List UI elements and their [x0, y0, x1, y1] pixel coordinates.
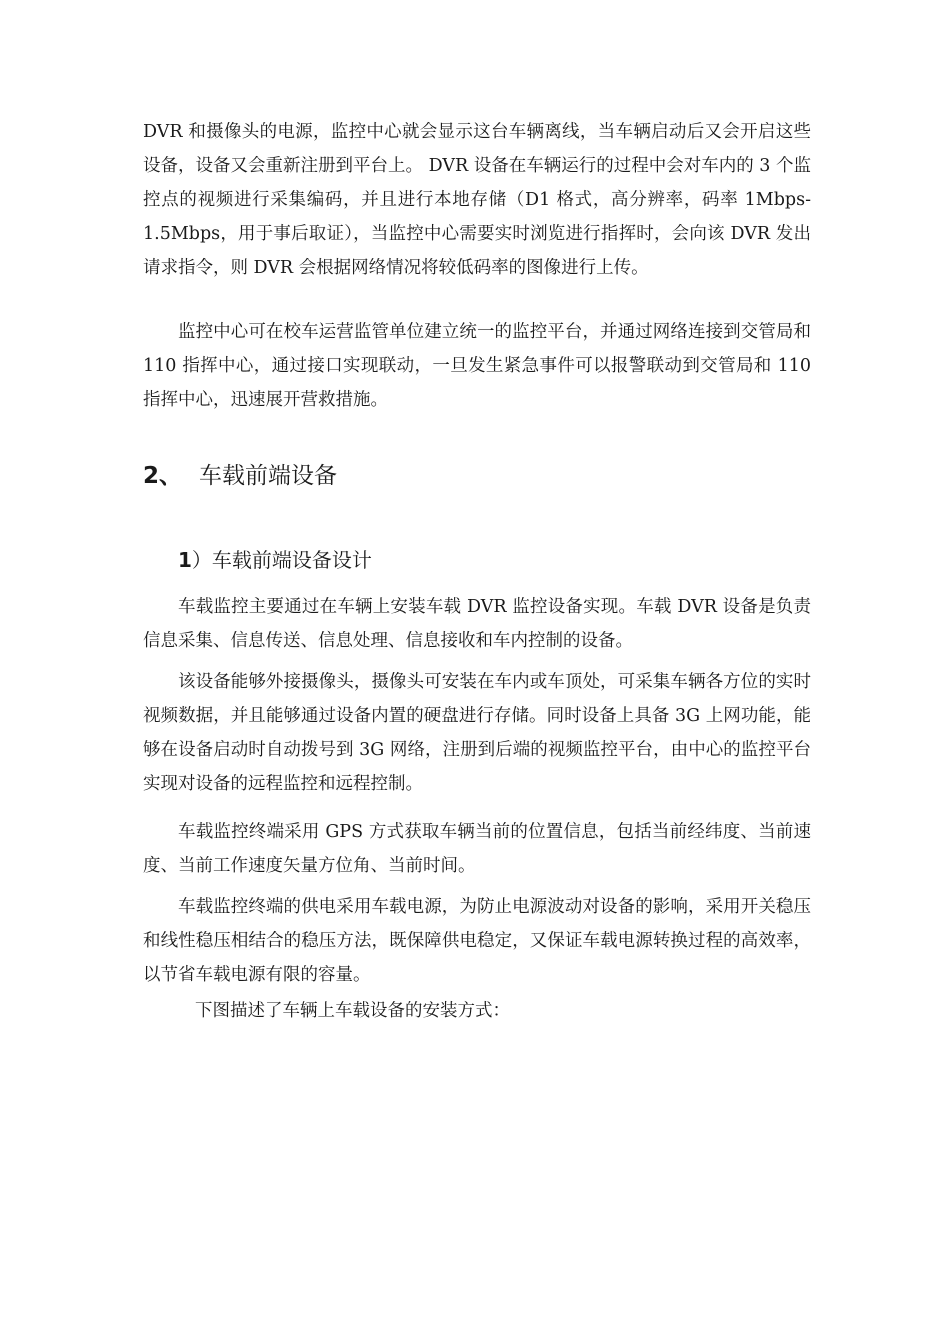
paragraph-vehicle-monitoring: 车载监控主要通过在车辆上安装车载 DVR 监控设备实现。车载 DVR 设备是负责信息采集、信息传送、信息处理、信息接收和车内控制的设备。: [143, 597, 811, 651]
paragraph-gps: 车载监控终端采用 GPS 方式获取车辆当前的位置信息，包括当前经纬度、当前速度、当前工作速度矢量方位角、当前时间。: [143, 822, 811, 876]
subsection-heading: [178, 543, 372, 577]
section-number: 2、: [143, 463, 183, 489]
paragraph-camera-device: 该设备能够外接摄像头，摄像头可安装在车内或车顶处，可采集车辆各方位的实时视频数据，并且能够通过设备内置的硬盘进行存储。同时设备上具备 3G 上网功能，能够在设备启动时自动拨号到 3G 网络，注册到后端的视频监控平台，由中心的监控平台实现对设备的远程监控和远程控制。: [143, 672, 811, 794]
paragraph-figure-intro: 下图描述了车辆上车载设备的安装方式：: [195, 1001, 510, 1021]
subsection-number: 1: [178, 548, 192, 572]
section-title: 车载前端设备: [199, 463, 337, 489]
paragraph-power-supply: 车载监控终端的供电采用车载电源，为防止电源波动对设备的影响，采用开关稳压和线性稳压相结合的稳压方法，既保障供电稳定，又保证车载电源转换过程的高效率，以节省车载电源有限的容量。: [143, 897, 811, 985]
section-heading: [143, 458, 337, 494]
paragraph-monitoring-center: 监控中心可在校车运营监管单位建立统一的监控平台，并通过网络连接到交管局和 110 指挥中心，通过接口实现联动，一旦发生紧急事件可以报警联动到交管局和 110 指挥中心，迅速展开营救措施。: [143, 322, 811, 410]
paragraph-dvr-power: DVR 和摄像头的电源，监控中心就会显示这台车辆离线，当车辆启动后又会开启这些设备，设备又会重新注册到平台上。 DVR 设备在车辆运行的过程中会对车内的 3 个监控点的视频进行采集编码，并且进行本地存储（D1 格式，高分辨率，码率 1Mbps-1.5Mbps，用于事后取证），当监控中心需要实时浏览进行指挥时，会向该 DVR 发出请求指令，则 DVR 会根据网络情况将较低码率的图像进行上传。: [143, 122, 811, 278]
subsection-title: ）车载前端设备设计: [191, 548, 372, 572]
